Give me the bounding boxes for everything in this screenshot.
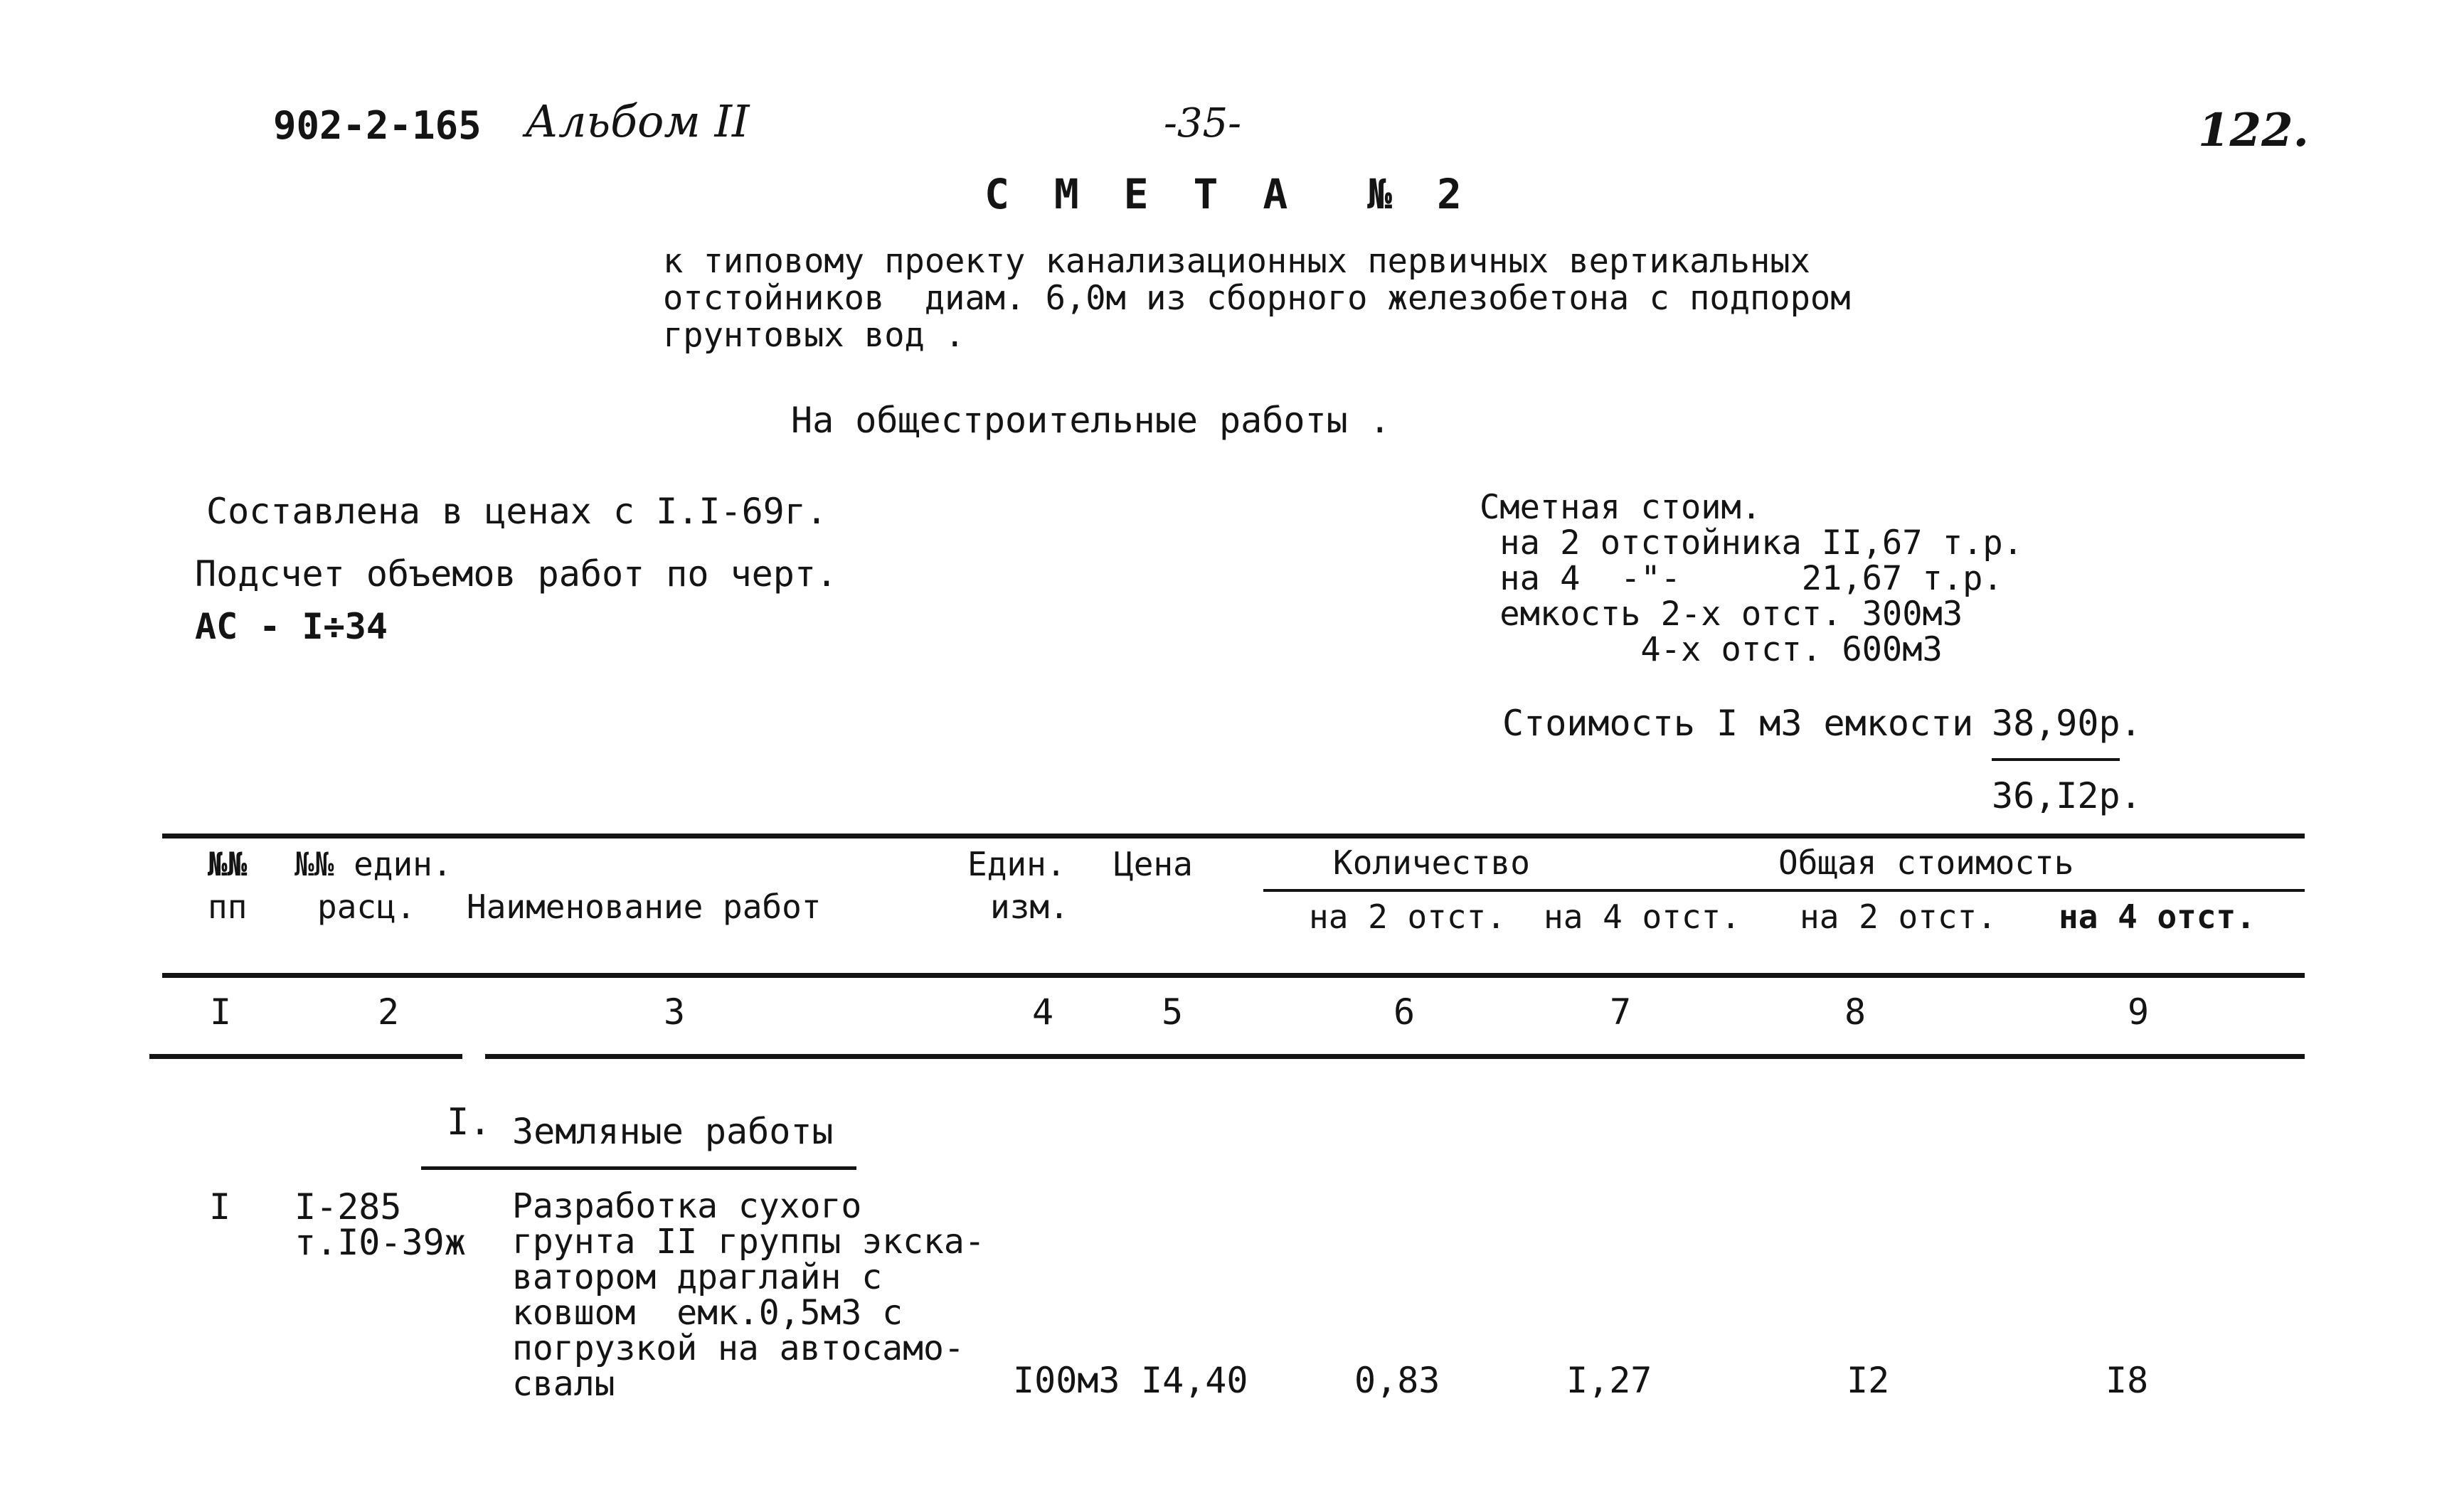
column-number-3: 3 xyxy=(663,991,686,1033)
cost-2-tanks: I2 xyxy=(1847,1360,1890,1401)
column-number-1: I xyxy=(209,991,232,1033)
column-number-9: 9 xyxy=(2127,991,2150,1033)
quantity-2-tanks: 0,83 xyxy=(1354,1360,1440,1401)
unit-cost-value-1: 38,90р. xyxy=(1992,703,2142,744)
quantity-4-tanks: I,27 xyxy=(1566,1360,1652,1401)
section-number: I. xyxy=(447,1101,492,1144)
estimate-cost-line-5: 4-х отст. 600м3 xyxy=(1480,630,1943,669)
header-row-number-top: №№ xyxy=(208,845,248,883)
work-name-line-1: Разработка сухого xyxy=(512,1186,862,1226)
work-type: На общестроительные работы . xyxy=(791,400,1391,441)
volumes-note: Подсчет объемов работ по черт. xyxy=(195,553,838,595)
column-number-6: 6 xyxy=(1393,991,1416,1033)
subtitle-line-3: грунтовых вод . xyxy=(663,316,965,355)
work-name-line-6: свалы xyxy=(512,1364,615,1404)
column-number-2: 2 xyxy=(377,991,400,1033)
header-price: Цена xyxy=(1114,845,1193,883)
header-bottom-rule xyxy=(162,973,2305,978)
header-cost-group: Общая стоимость xyxy=(1778,843,2074,882)
fraction-line xyxy=(1992,758,2120,761)
section-underline xyxy=(421,1166,856,1170)
drawing-ref: АС - I÷34 xyxy=(195,606,388,647)
work-name-line-3: ватором драглайн с xyxy=(512,1257,883,1297)
header-cost-2: на 2 отст. xyxy=(1800,898,1997,936)
header-unit-bottom: изм. xyxy=(990,888,1069,926)
work-name-line-2: грунта II группы экска- xyxy=(512,1222,985,1262)
rate-code-1: I-285 xyxy=(294,1186,402,1228)
colnum-bottom-rule-right xyxy=(485,1054,2305,1059)
page-title: С М Е Т А № 2 xyxy=(984,170,1472,218)
column-number-5: 5 xyxy=(1161,991,1184,1033)
column-number-7: 7 xyxy=(1609,991,1632,1033)
header-work-name: Наименование работ xyxy=(467,888,822,926)
section-title: Земляные работы xyxy=(512,1111,834,1152)
unit-cost-label: Стоимость I м3 емкости xyxy=(1502,703,1974,744)
header-qty-2: на 2 отст. xyxy=(1309,898,1506,936)
group-header-rule xyxy=(1263,889,2305,892)
column-number-8: 8 xyxy=(1844,991,1867,1033)
rate-code-2: т.I0-39ж xyxy=(294,1222,466,1263)
estimate-cost-line-3: на 4 -"- 21,67 т.р. xyxy=(1480,559,2003,598)
estimate-cost-line-1: Сметная стоим. xyxy=(1480,488,1762,527)
column-number-4: 4 xyxy=(1031,991,1054,1033)
unit-price: I4,40 xyxy=(1141,1360,1248,1401)
cost-4-tanks: I8 xyxy=(2106,1360,2149,1401)
estimate-cost-line-4: емкость 2-х отст. 300м3 xyxy=(1480,595,1963,634)
album-label: Альбом II xyxy=(525,95,750,147)
header-unit-top: Един. xyxy=(967,845,1066,883)
prices-note: Составлена в ценах с I.I-69г. xyxy=(206,491,827,532)
sheet-number: 122. xyxy=(2198,104,2309,157)
header-quantity-group: Количество xyxy=(1333,843,1530,882)
subtitle-line-2: отстойников диам. 6,0м из сборного железобетона с подпором xyxy=(663,279,1851,318)
table-top-rule xyxy=(162,834,2305,838)
header-qty-4: на 4 отст. xyxy=(1544,898,1741,936)
header-row-number-bottom: пп xyxy=(208,888,248,926)
header-rate-code-top: №№ един. xyxy=(294,845,452,883)
document-code: 902-2-165 xyxy=(273,103,482,148)
row-number: I xyxy=(209,1186,231,1228)
header-rate-code-bottom: расц. xyxy=(317,888,416,926)
work-name-line-4: ковшом емк.0,5м3 с xyxy=(512,1293,903,1333)
header-cost-4: на 4 отст. xyxy=(2059,898,2256,936)
work-name-line-5: погрузкой на автосамо- xyxy=(512,1329,965,1368)
estimate-cost-line-2: на 2 отстойника II,67 т.р. xyxy=(1480,523,2024,563)
colnum-bottom-rule-left xyxy=(149,1054,462,1059)
unit-cost-value-2: 36,I2р. xyxy=(1992,775,2142,816)
page-number: -35- xyxy=(1164,100,1242,147)
unit-of-measure: I00м3 xyxy=(1013,1360,1120,1401)
subtitle-line-1: к типовому проекту канализационных первичных вертикальных xyxy=(663,242,1810,281)
